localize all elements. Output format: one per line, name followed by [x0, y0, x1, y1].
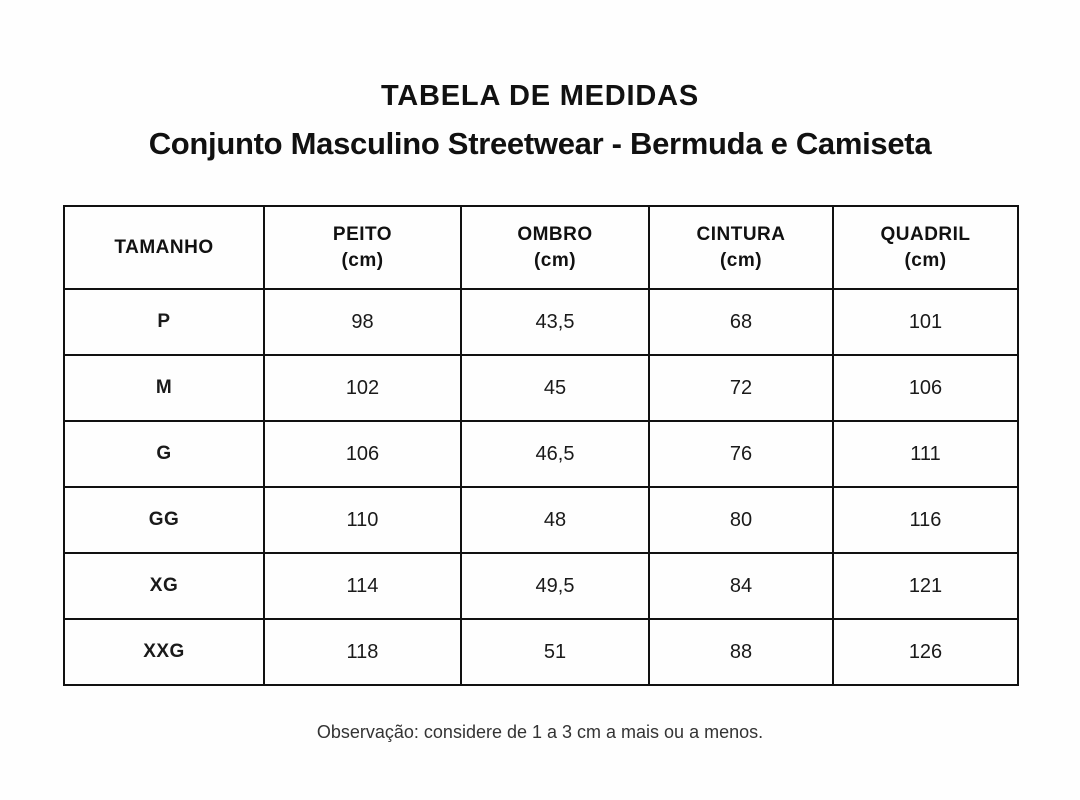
cintura-cell: 68 — [649, 289, 833, 355]
cintura-cell: 88 — [649, 619, 833, 685]
size-cell: M — [64, 355, 264, 421]
column-header-unit: (cm) — [341, 249, 384, 271]
peito-cell: 114 — [264, 553, 461, 619]
header-row — [64, 206, 1018, 289]
column-header-label: QUADRIL — [880, 223, 971, 245]
quadril-cell: 111 — [833, 421, 1018, 487]
cintura-cell: 84 — [649, 553, 833, 619]
size-cell: XG — [64, 553, 264, 619]
column-header-ombro — [461, 206, 649, 289]
size-cell: XXG — [64, 619, 264, 685]
size-chart-table — [63, 205, 1019, 686]
ombro-cell: 48 — [461, 487, 649, 553]
column-header-cintura — [649, 206, 833, 289]
column-header-unit: (cm) — [904, 249, 947, 271]
column-header-unit: (cm) — [533, 249, 577, 271]
size-cell: P — [64, 289, 264, 355]
ombro-cell: 51 — [461, 619, 649, 685]
quadril-cell: 101 — [833, 289, 1018, 355]
column-header-label: TAMANHO — [114, 236, 214, 258]
cintura-cell: 80 — [649, 487, 833, 553]
quadril-cell: 106 — [833, 355, 1018, 421]
peito-cell: 118 — [264, 619, 461, 685]
column-header-tamanho — [64, 206, 264, 289]
column-header-label: PEITO — [332, 223, 393, 245]
table-row-xg — [64, 553, 1018, 619]
ombro-cell: 46,5 — [461, 421, 649, 487]
size-cell: GG — [64, 487, 264, 553]
column-header-peito — [264, 206, 461, 289]
table-row-m — [64, 355, 1018, 421]
cintura-cell: 76 — [649, 421, 833, 487]
peito-cell: 98 — [264, 289, 461, 355]
ombro-cell: 43,5 — [461, 289, 649, 355]
table-row-gg — [64, 487, 1018, 553]
quadril-cell: 126 — [833, 619, 1018, 685]
table-row-p — [64, 289, 1018, 355]
column-header-label: CINTURA — [696, 223, 786, 245]
table-row-xxg — [64, 619, 1018, 685]
peito-cell: 110 — [264, 487, 461, 553]
quadril-cell: 121 — [833, 553, 1018, 619]
ombro-cell: 49,5 — [461, 553, 649, 619]
column-header-label: OMBRO — [517, 223, 593, 245]
cintura-cell: 72 — [649, 355, 833, 421]
ombro-cell: 45 — [461, 355, 649, 421]
column-header-unit: (cm) — [719, 249, 763, 271]
table-row-g — [64, 421, 1018, 487]
size-cell: G — [64, 421, 264, 487]
peito-cell: 106 — [264, 421, 461, 487]
peito-cell: 102 — [264, 355, 461, 421]
column-header-quadril — [833, 206, 1018, 289]
quadril-cell: 116 — [833, 487, 1018, 553]
observation-note: Observação: considere de 1 a 3 cm a mais ou a menos. — [316, 722, 764, 742]
page-title: TABELA DE MEDIDAS — [380, 80, 700, 112]
page-subtitle: Conjunto Masculino Streetwear - Bermuda e Camiseta — [148, 126, 932, 161]
